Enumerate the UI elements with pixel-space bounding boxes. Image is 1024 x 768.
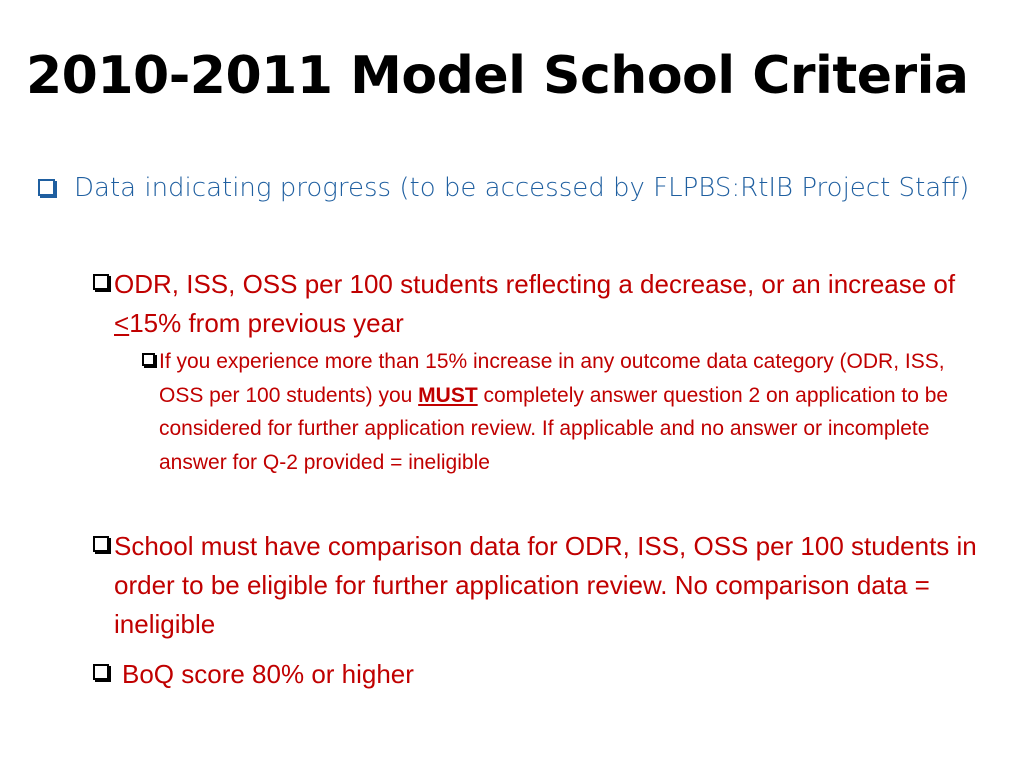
checkbox-square-icon <box>93 274 109 290</box>
bullet-comparison-data-text: School must have comparison data for ODR, ISS, OSS per 100 students in order to be eligible for further application review. No comparison data = ineligible <box>114 531 977 639</box>
checkbox-square-icon <box>93 536 109 552</box>
must-emphasis: MUST <box>418 383 478 407</box>
checkbox-square-icon <box>142 353 155 366</box>
bullet-odr-decrease-text <box>114 265 983 343</box>
bullet-increase-detail <box>142 345 988 479</box>
bullet-boq-score-text: BoQ score 80% or higher <box>122 659 414 689</box>
bullet-data-progress-text: Data indicating progress (to be accessed by FLPBS:RtIB Project Staff) <box>74 173 970 203</box>
bullet-increase-detail-text <box>159 345 988 479</box>
checkbox-square-icon <box>38 179 55 196</box>
odr-text-before: ODR, ISS, OSS per 100 students reflecting a decrease, or an increase of <box>114 269 956 299</box>
checkbox-square-icon <box>93 664 109 680</box>
detail-text-after: completely answer question 2 on application to be considered for further application review. If applicable and no answer or incomplete answer for Q-2 provided = ineligible <box>159 383 949 474</box>
detail-text-before: If you experience more than 15% increase in any outcome data category (ODR, ISS, OSS per 100 students) you <box>159 350 945 407</box>
bullet-data-progress <box>38 170 998 206</box>
slide-title: 2010-2011 Model School Criteria <box>26 46 969 106</box>
bullet-boq-score <box>93 655 983 694</box>
bullet-comparison-data <box>93 527 983 644</box>
odr-text-after: 15% from previous year <box>129 308 404 338</box>
less-than-symbol: < <box>114 308 130 338</box>
bullet-odr-decrease <box>93 265 983 343</box>
